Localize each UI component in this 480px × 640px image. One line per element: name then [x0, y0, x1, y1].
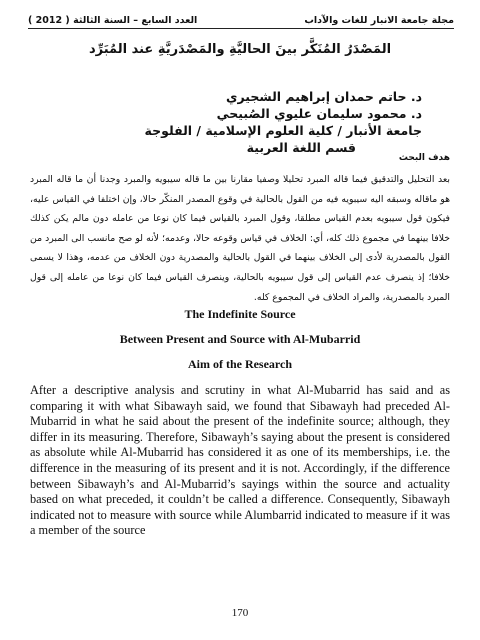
running-head [28, 8, 454, 29]
english-title-line-2: Between Present and Source with Al-Mubarrid [119, 332, 361, 346]
arabic-title: المَصْدَرُ المُنَكَّر بينَ الحاليَّةِ والمَصْدَريَّةِ عند المُبَرِّد [88, 42, 392, 57]
english-title-line-1: The Indefinite Source [184, 307, 296, 321]
affiliation: جامعة الأنبار / كلية العلوم الإسلامية / الفلوجة [144, 123, 422, 138]
arabic-aim-heading: هدف البحث [398, 153, 450, 163]
author-2: د. محمود سليمان عليوي الصُبيحي [216, 106, 422, 121]
page-number: 170 [231, 607, 249, 619]
english-abstract: After a descriptive analysis and scrutiny in what Al-Mubarrid has said and as comparing it with what Sibawayh said, we found that Sibawayh had preceded Al-Mubarrid in what he said about the present of the indefinite source; although, they differ in its measuring. Therefore, Sibawayh’s saying about the present is considered as absolute while Al-Mubarrid has considered it as one of its memberships, i.e. the difference in the measuring of its present and it is not. Accordingly, if the difference between Sibawayh’s and Al-Mubarrid’s sayings within the source and actuality based on what preceded, it couldn’t be called a difference. Consequently, Sibawayh indicated not to measure with source while Alumbarrid indicated to measure if it was a member of the source [30, 383, 450, 538]
arabic-abstract: بعد التحليل والتدقيق فيما قاله المبرد تحليلا وصفيا مقارنا بين ما قاله سيبويه والمبرد وجدنا أن ما قاله المبرد هو ماقاله وسبقه اليه سيبويه فيه من القول بالحالية في وقوع المصدر المنكّر حالا، وإن اختلفا في القياس عليه، فيكون قول سيبويه بعدم القياس مطلقا، وقول المبرد بالقياس فيما كان نوعا من عامله دون مالم يكن كذلك خلافا بينهما في مجموع ذلك كله، أي: الخلاف في قياس وقوعه حالا، وعدمه؛ لأنه لو صح مانسب الى المبرد من القول بالمصدرية لأدى إلى الخلاف بينهما في القول بالحالية والمصدرية دون الخلاف من عدمه، وهذا لا يسمى خلافا؛ إذ ينصرف عدم القياس إلى قول سيبويه بالحالية، وينصرف القياس فيما كان نوعا من عامله إلى قول المبرد بالمصدرية، والمراد الخلاف في المجموع كله. [30, 174, 450, 303]
author-1: د. حاتم حمدان إبراهيم الشجيري [226, 89, 422, 104]
department: قسم اللغة العربية [246, 140, 356, 155]
author-block [145, 88, 422, 156]
english-aim-heading: Aim of the Research [187, 357, 293, 371]
issue-info: العدد السابع – السنة الثالثة ( 2012 ) [28, 15, 198, 26]
journal-name: مجلة جامعة الانبار للغات والآداب [304, 15, 454, 26]
